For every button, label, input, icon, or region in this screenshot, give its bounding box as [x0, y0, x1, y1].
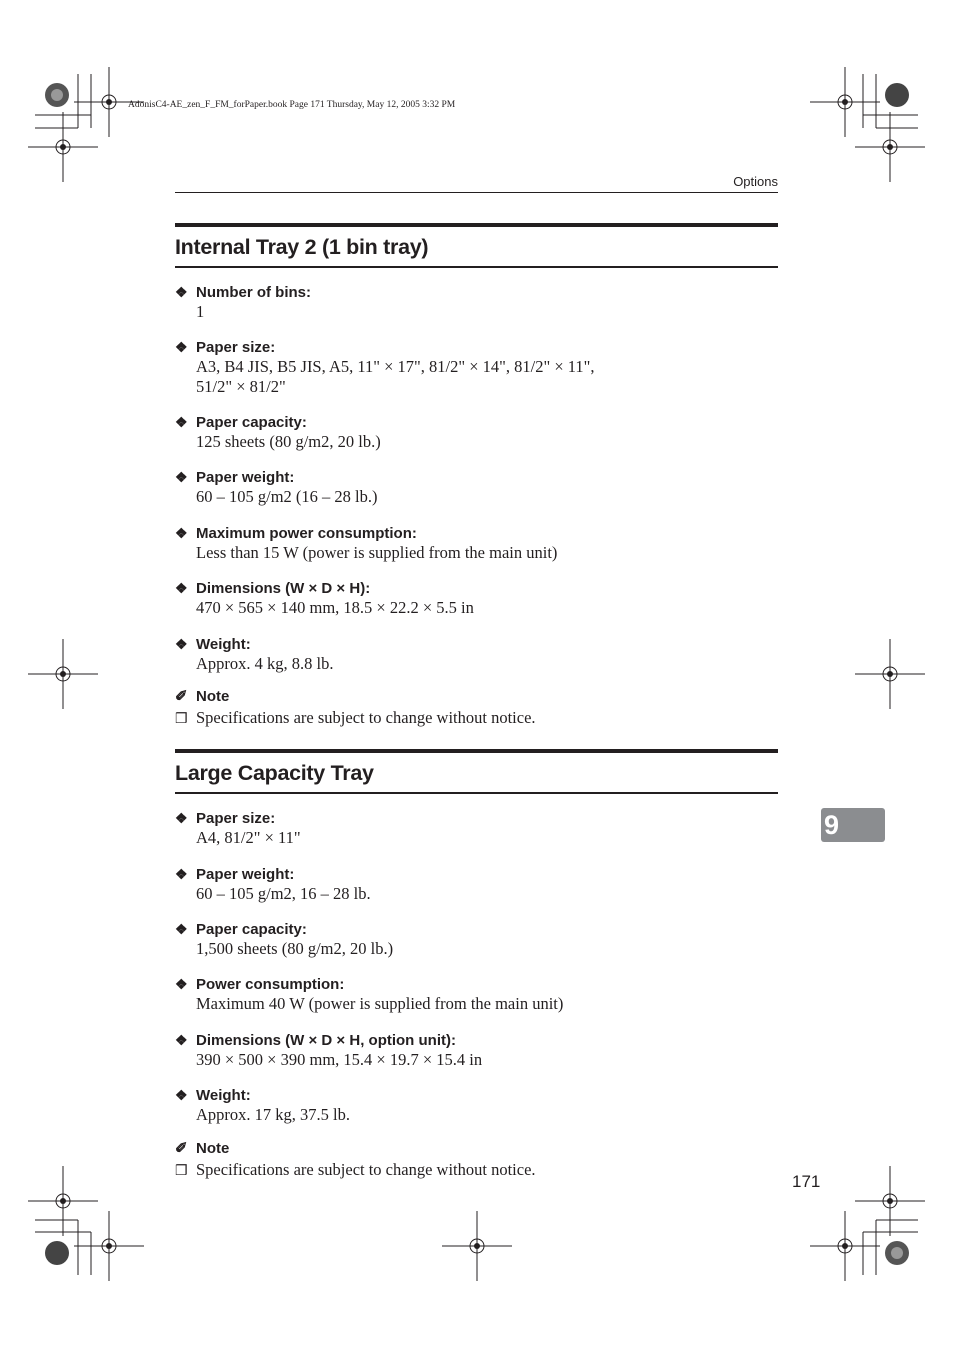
spec-label: Dimensions (W × D × H, option unit):: [196, 1032, 456, 1049]
spec-dimensions: [175, 1030, 778, 1070]
note-heading: Note: [196, 688, 230, 705]
spec-value: Approx. 4 kg, 8.8 lb.: [196, 654, 334, 673]
note-item: Specifications are subject to change without notice.: [196, 1160, 536, 1179]
chapter-tab: [821, 808, 885, 842]
registration-disc-icon: [885, 83, 909, 107]
spec-power-consumption: [175, 974, 778, 1014]
section-large-capacity-tray: [175, 749, 778, 1189]
spec-value: Approx. 17 kg, 37.5 lb.: [196, 1105, 350, 1124]
checkbox-icon: ❒: [175, 712, 188, 727]
checkbox-icon: ❒: [175, 1164, 188, 1179]
spec-label: Paper weight:: [196, 866, 295, 883]
diamond-bullet-icon: ❖: [175, 414, 188, 430]
spec-paper-weight: [175, 864, 778, 904]
spec-label: Paper capacity:: [196, 921, 307, 938]
diamond-bullet-icon: ❖: [175, 1087, 188, 1103]
spec-label: Power consumption:: [196, 976, 345, 993]
chapter-number: 9: [824, 810, 840, 840]
diamond-bullet-icon: ❖: [175, 976, 188, 992]
spec-paper-capacity: [175, 919, 778, 959]
diamond-bullet-icon: ❖: [175, 866, 188, 882]
spec-value: 60 – 105 g/m2 (16 – 28 lb.): [196, 487, 378, 506]
diamond-bullet-icon: ❖: [175, 921, 188, 937]
diamond-bullet-icon: ❖: [175, 469, 188, 485]
spec-value: 470 × 565 × 140 mm, 18.5 × 22.2 × 5.5 in: [196, 598, 474, 617]
note-block: [175, 687, 778, 731]
diamond-bullet-icon: ❖: [175, 525, 188, 541]
spec-number-of-bins: [175, 282, 778, 322]
spec-label: Paper size:: [196, 810, 276, 827]
registration-disc-icon: [45, 1241, 69, 1265]
section-title: Large Capacity Tray: [175, 749, 778, 794]
diamond-bullet-icon: ❖: [175, 636, 188, 652]
section-title: Internal Tray 2 (1 bin tray): [175, 223, 778, 268]
spec-label: Maximum power consumption:: [196, 525, 417, 542]
spec-weight: [175, 1085, 778, 1125]
note-block: [175, 1139, 778, 1183]
spec-paper-weight: [175, 467, 778, 507]
spec-value: 1: [196, 302, 205, 321]
spec-paper-capacity: [175, 412, 778, 452]
spec-label: Weight:: [196, 1087, 251, 1104]
spec-max-power-consumption: [175, 523, 778, 563]
note-item: Specifications are subject to change without notice.: [196, 708, 536, 727]
spec-dimensions: [175, 578, 778, 618]
spec-label: Paper capacity:: [196, 414, 307, 431]
spec-value: 1,500 sheets (80 g/m2, 20 lb.): [196, 939, 394, 958]
spec-value-line: A3, B4 JIS, B5 JIS, A5, 11" × 17", 81/2" × 14", 81/2" × 11",: [196, 357, 595, 376]
diamond-bullet-icon: ❖: [175, 580, 188, 596]
spec-value-line: 51/2" × 81/2": [196, 377, 286, 396]
spec-label: Dimensions (W × D × H):: [196, 580, 371, 597]
spec-paper-size: [175, 337, 778, 397]
spec-value: Less than 15 W (power is supplied from the main unit): [196, 543, 558, 562]
section-internal-tray-2: [175, 223, 778, 733]
spec-value: 125 sheets (80 g/m2, 20 lb.): [196, 432, 381, 451]
diamond-bullet-icon: ❖: [175, 1032, 188, 1048]
diamond-bullet-icon: ❖: [175, 810, 188, 826]
spec-label: Weight:: [196, 636, 251, 653]
header-rule: [175, 192, 778, 193]
spec-value: A4, 81/2" × 11": [196, 828, 301, 847]
spec-value: 60 – 105 g/m2, 16 – 28 lb.: [196, 884, 371, 903]
page-number: 171: [792, 1172, 821, 1191]
spec-label: Number of bins:: [196, 284, 311, 301]
diamond-bullet-icon: ❖: [175, 339, 188, 355]
pencil-icon: ✐: [175, 1140, 188, 1157]
spec-label: Paper weight:: [196, 469, 295, 486]
diamond-bullet-icon: ❖: [175, 284, 188, 300]
spec-label: Paper size:: [196, 339, 276, 356]
spec-paper-size: [175, 808, 778, 848]
print-metadata: AdonisC4-AE_zen_F_FM_forPaper.book Page 171 Thursday, May 12, 2005 3:32 PM: [128, 100, 456, 110]
spec-value: Maximum 40 W (power is supplied from the main unit): [196, 994, 564, 1013]
note-heading: Note: [196, 1140, 230, 1157]
spec-weight: [175, 634, 778, 674]
spec-value: 390 × 500 × 390 mm, 15.4 × 19.7 × 15.4 in: [196, 1050, 483, 1069]
pencil-icon: ✐: [175, 688, 188, 705]
running-head: Options: [733, 174, 778, 189]
